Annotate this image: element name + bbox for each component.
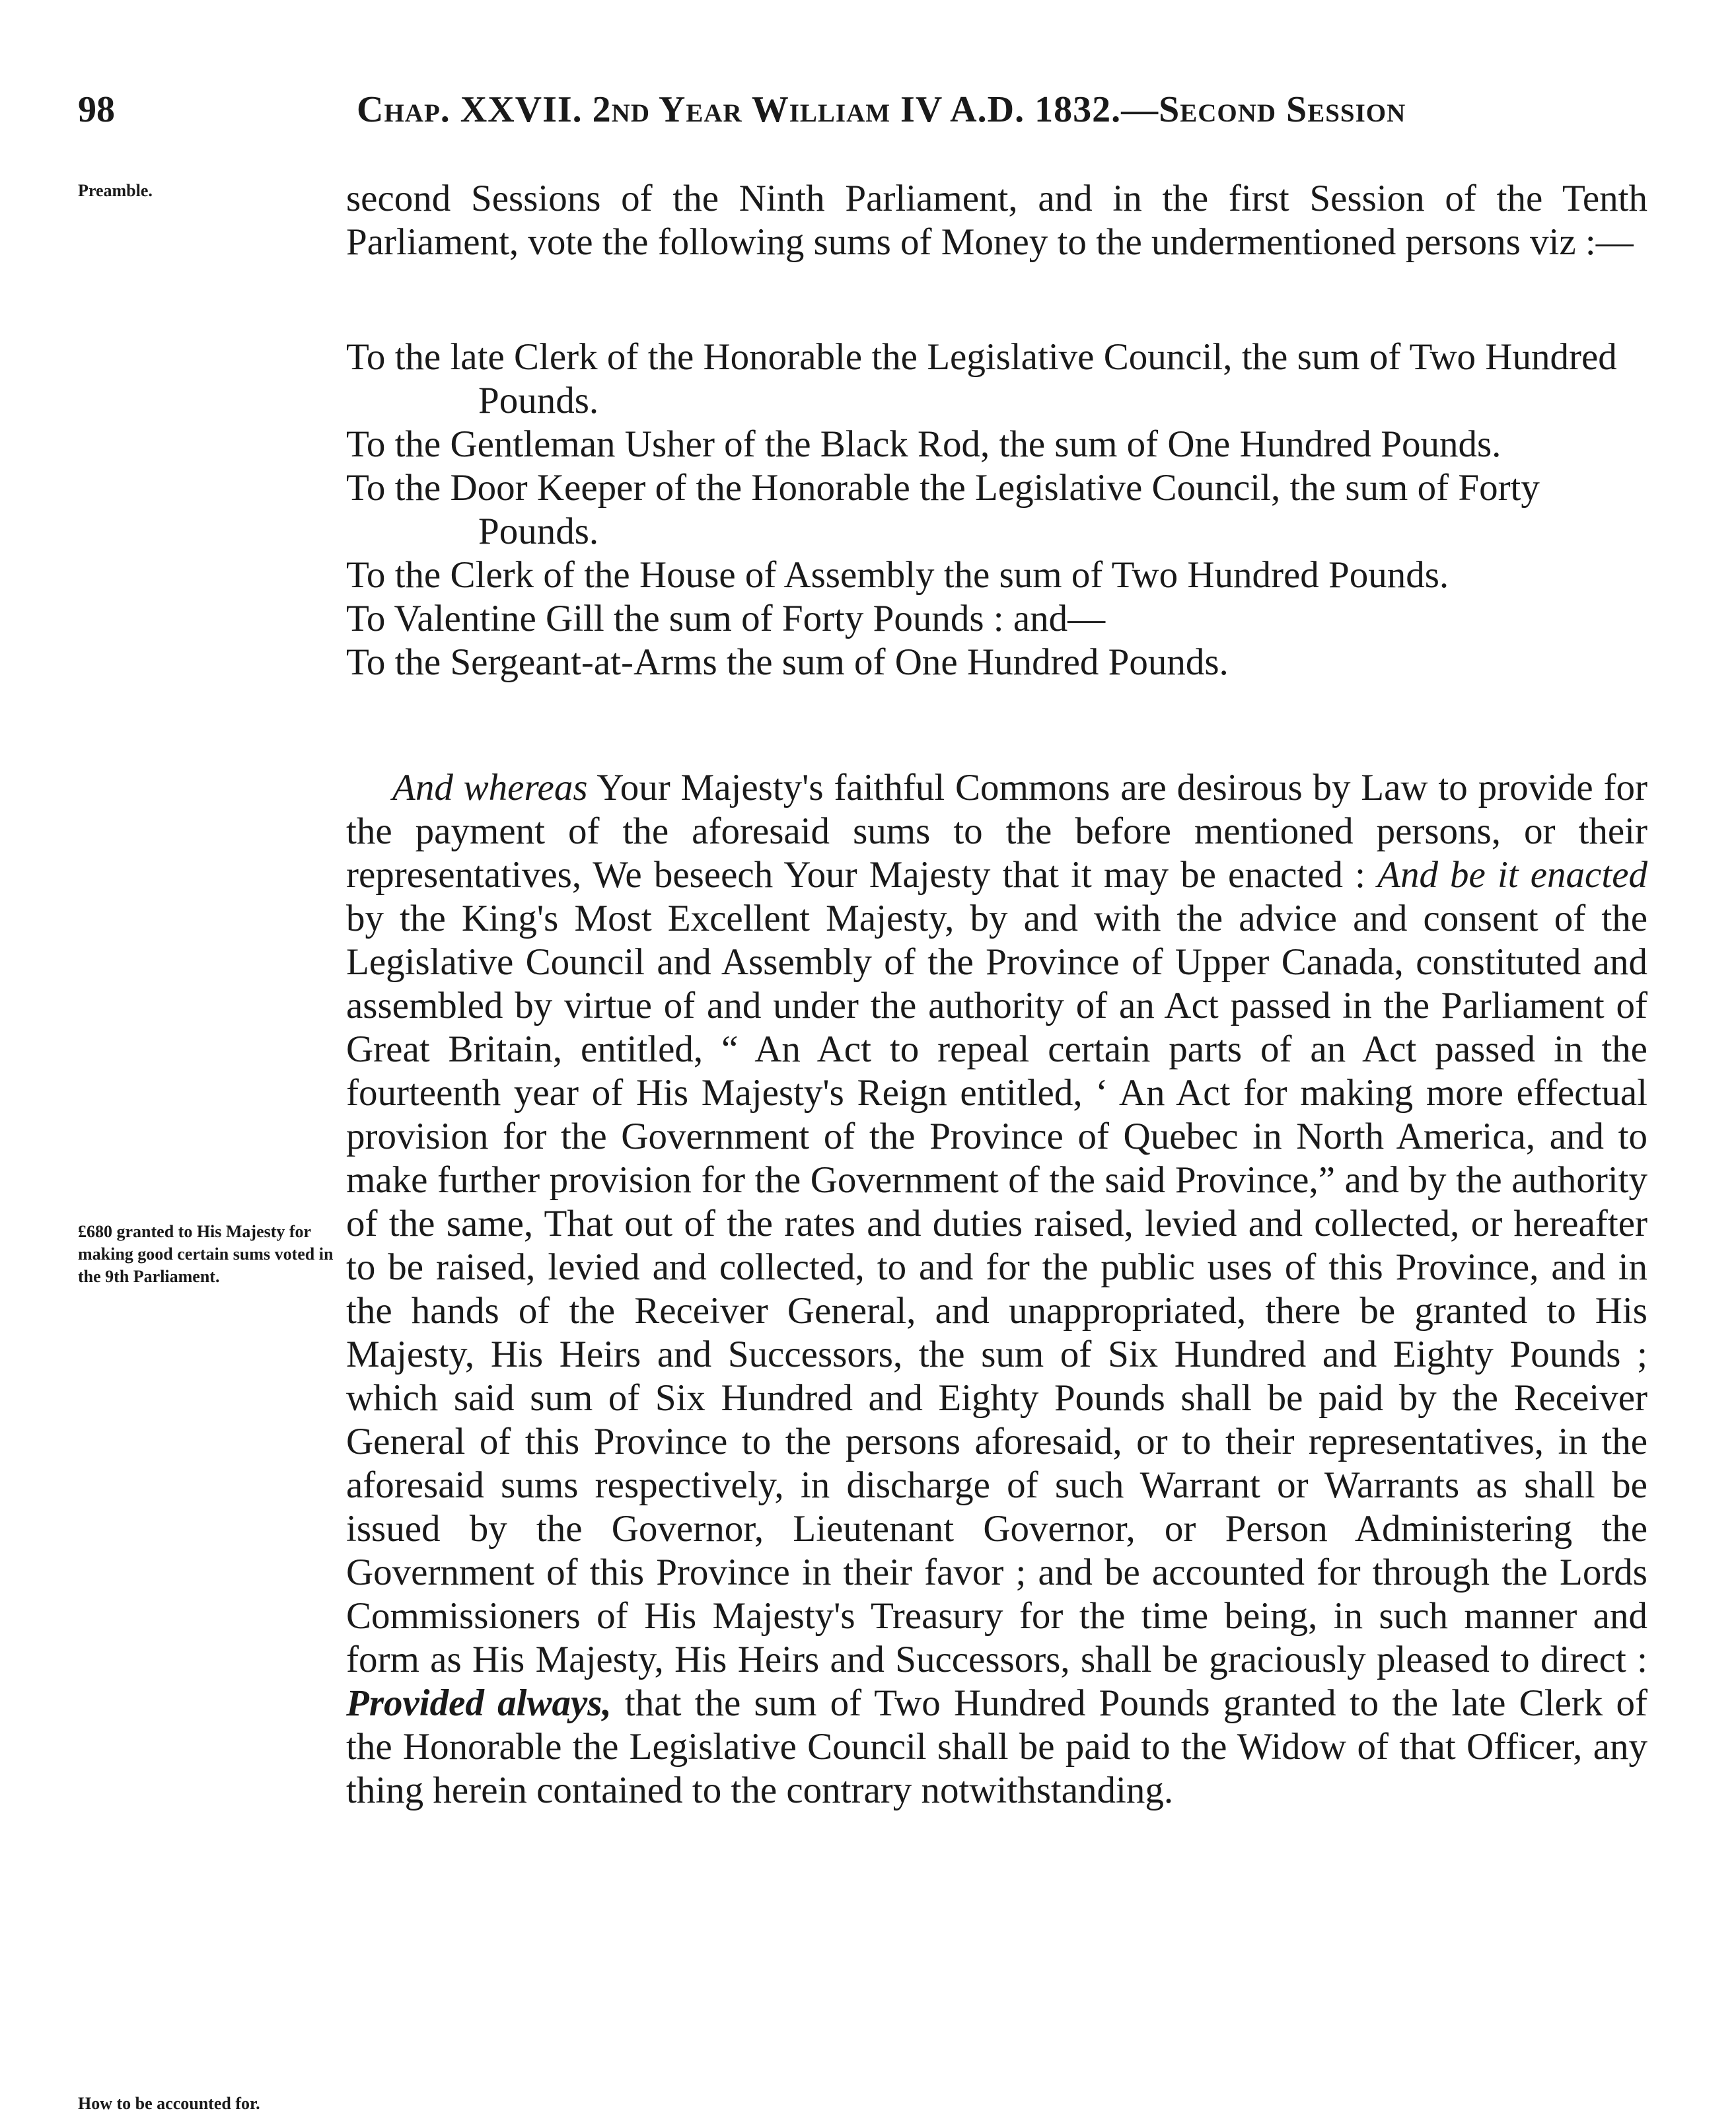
sum-item: To the Door Keeper of the Honorable the Legislative Council, the sum of Forty Pounds. <box>346 467 1540 552</box>
enacting-text-part1: Your Majesty's faithful Commons are desirous by Law to provide for the payment of the aforesaid sums to the before mentioned persons, or their representatives, We beseech Your Majesty that it may be enacted : <box>346 767 1647 896</box>
sum-item: To the Clerk of the House of Assembly the sum of Two Hundred Pounds. <box>346 554 1449 596</box>
enacting-text-part3: that the sum of Two Hundred Pounds granted to the late Clerk of the Honorable the Legislative Council shall be paid to the Widow of that Officer, any thing herein contained to the contrary notwithstanding. <box>346 1682 1648 1811</box>
enacting-paragraph <box>346 766 1647 1812</box>
preamble-paragraph: second Sessions of the Ninth Parliament, and in the first Session of the Tenth Parliament, vote the following sums of Money to the undermentioned persons viz :— <box>346 178 1647 263</box>
sum-item: To Valentine Gill the sum of Forty Pounds : and— <box>346 598 1106 639</box>
sum-item: To the late Clerk of the Honorable the Legislative Council, the sum of Two Hundred Pounds. <box>346 336 1617 421</box>
whereas-lead: And whereas <box>392 767 588 808</box>
enacted-lead: And be it enacted <box>1377 854 1647 896</box>
running-head: Chap. XXVII. 2nd Year William IV A.D. 1832.—Second Session <box>357 89 1406 130</box>
sum-item: To the Gentleman Usher of the Black Rod, the sum of One Hundred Pounds. <box>346 423 1501 465</box>
page-number: 98 <box>78 89 115 130</box>
sum-item: To the Sergeant-at-Arms the sum of One Hundred Pounds. <box>346 641 1229 683</box>
margin-note-granted: £680 granted to His Majesty for making good certain sums voted in the 9th Parliament. <box>78 1222 334 1286</box>
enacting-text-part2: by the King's Most Excellent Majesty, by and with the advice and consent of the Legislative Council and Assembly of the Province of Upper Canada, constituted and assembled by virtue of and under the authority of an Act passed in the Parliament of Great Britain, entitled, “ An Act to repeal certain parts of an Act passed in the fourteenth year of His Majesty's Reign entitled, ‘ An Act for making more effectual provision for the Government of the Province of Quebec in North America, and to make further provision for the Government of the said Province,” and by the authority of the same, That out of the rates and duties raised, levied and collected, or hereafter to be raised, levied and collected, to and for the public uses of this Province, and in the hands of the Receiver General, and unappropriated, there be granted to His Majesty, His Heirs and Successors, the sum of Six Hundred and Eighty Pounds ; which said sum of Six Hundred and Eighty Pounds shall be paid by the Receiver General of this Province to the persons aforesaid, or to their representatives, in the aforesaid sums respectively, in discharge of such Warrant or Warrants as shall be issued by the Governor, Lieutenant Governor, or Person Administering the Government of this Province in their favor ; and be accounted for through the Lords Commissioners of His Majesty's Treasury for the time being, in such manner and form as His Majesty, His Heirs and Successors, shall be graciously pleased to direct : <box>346 898 1647 1680</box>
margin-note-accounted: How to be accounted for. <box>78 2094 260 2113</box>
provided-lead: Provided always, <box>346 1682 612 1724</box>
margin-note-preamble: Preamble. <box>78 181 153 200</box>
sums-list <box>346 336 1647 684</box>
